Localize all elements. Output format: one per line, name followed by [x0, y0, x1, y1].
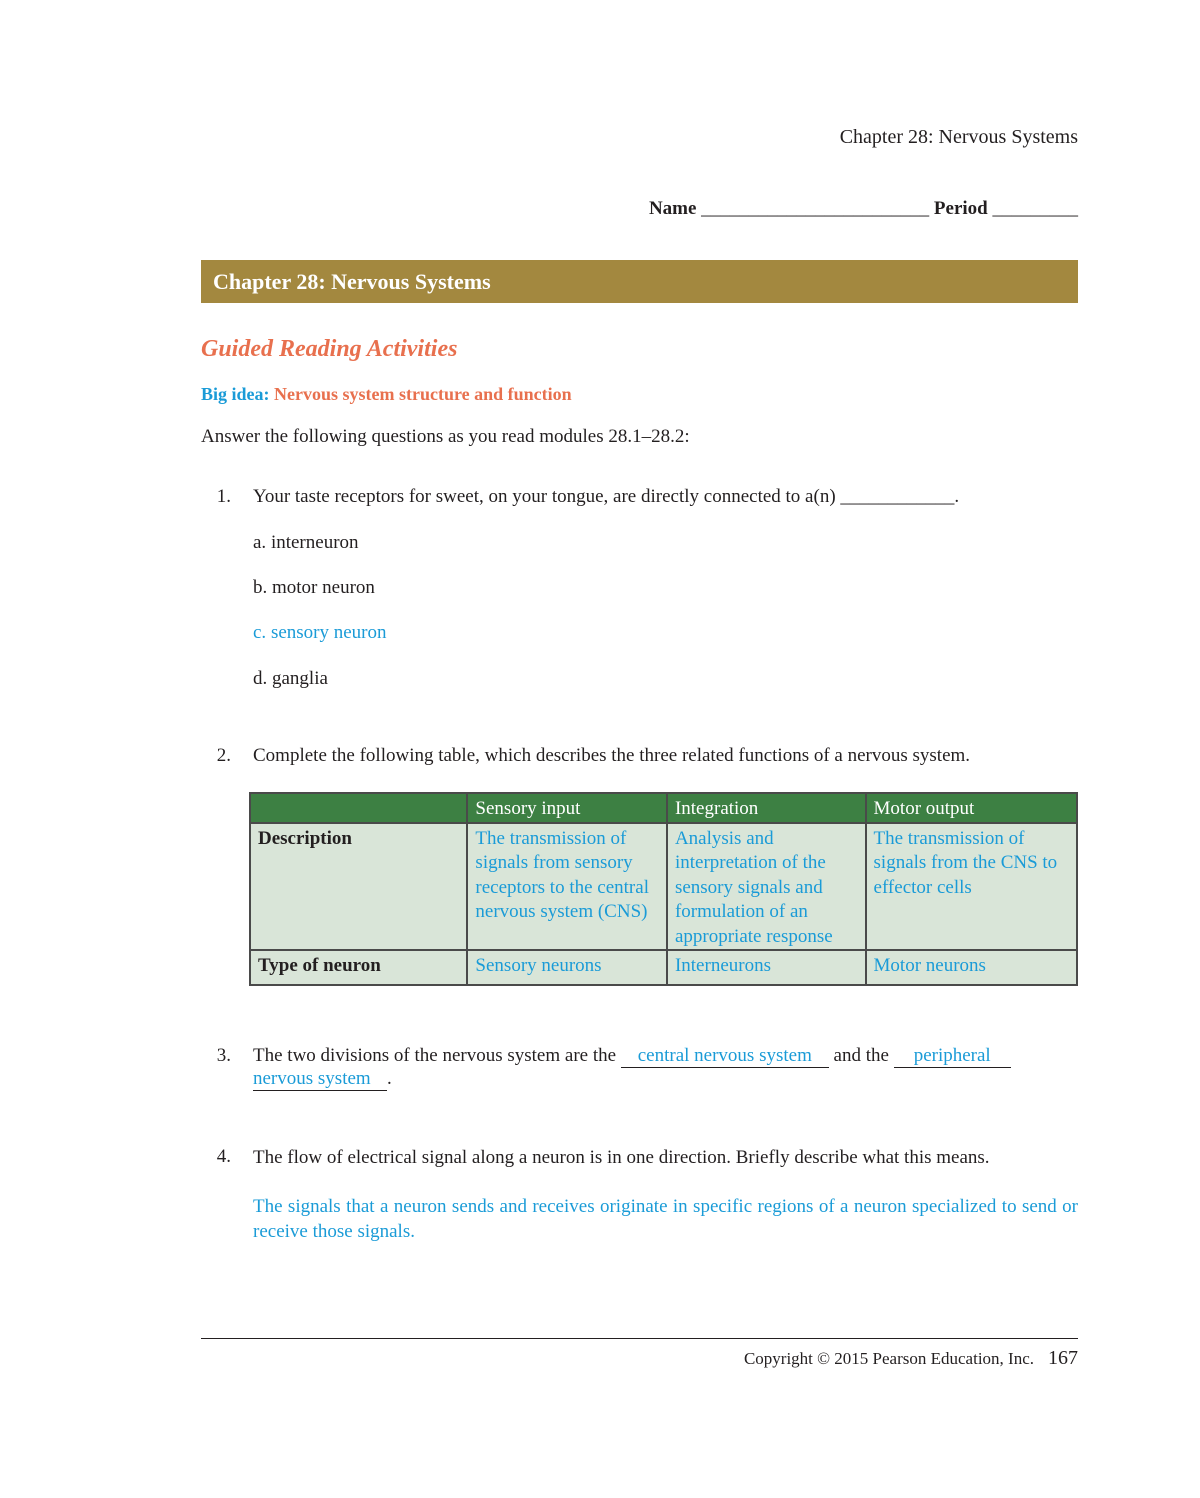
option-a[interactable] [253, 532, 359, 554]
chapter-banner [201, 260, 1078, 303]
big-idea-label: Big idea: [201, 384, 270, 404]
table-row [250, 823, 1077, 951]
option-text: motor neuron [272, 577, 375, 598]
table-row-header: Type of neuron [250, 950, 467, 985]
option-text: interneuron [270, 532, 359, 553]
period-label: Period [933, 198, 988, 219]
table-row [250, 950, 1077, 985]
functions-table [249, 792, 1078, 986]
name-blank[interactable]: ________________________ [701, 198, 930, 219]
answer-blank-2-part-1[interactable]: peripheral [894, 1045, 1011, 1068]
footer-rule [201, 1338, 1078, 1339]
question-4-answer[interactable]: The signals that a neuron sends and receives originate in specific regions of a neuron specialized to send or receive those signals. [253, 1196, 1078, 1242]
question-2-text: Complete the following table, which describes the three related functions of a nervous system. [253, 745, 971, 766]
option-letter: c. [253, 622, 267, 643]
option-text: sensory neuron [270, 622, 387, 643]
option-letter: b. [253, 577, 268, 598]
running-head: Chapter 28: Nervous Systems [839, 126, 1078, 148]
table-cell[interactable]: Interneurons [667, 950, 866, 985]
big-idea-value: Nervous system structure and function [274, 384, 572, 404]
intro-text: Answer the following questions as you read modules 28.1–28.2: [201, 426, 690, 447]
table-cell[interactable]: Sensory neurons [467, 950, 667, 985]
table-cell[interactable]: Analysis and interpretation of the sensory signals and formulation of an appropriate response [667, 823, 866, 951]
footer [744, 1347, 1078, 1370]
table-cell[interactable]: The transmission of signals from the CNS to effector cells [866, 823, 1077, 951]
table-header-row [250, 793, 1077, 823]
question-3-line-2 [253, 1068, 392, 1091]
question-3-line-1 [253, 1045, 1011, 1068]
table-row-header: Description [250, 823, 467, 951]
banner-title: Chapter 28: Nervous Systems [213, 269, 491, 294]
option-c-answer[interactable] [253, 622, 387, 644]
question-3-number: 3. [216, 1045, 231, 1066]
copyright: Copyright © 2015 Pearson Education, Inc. [743, 1349, 1034, 1368]
question-4-number: 4. [216, 1146, 231, 1167]
question-4-text: The flow of electrical signal along a neuron is in one direction. Briefly describe what this means. [253, 1147, 990, 1168]
question-3-text-middle: and the [833, 1045, 889, 1066]
table-header-cell: Motor output [866, 793, 1077, 823]
table-cell[interactable]: The transmission of signals from sensory receptors to the central nervous system (CNS) [467, 823, 667, 951]
name-label: Name [648, 198, 697, 219]
option-b[interactable] [253, 577, 375, 599]
answer-blank-1[interactable]: central nervous system [621, 1045, 829, 1068]
option-text: ganglia [272, 668, 328, 689]
option-d[interactable] [253, 668, 328, 690]
option-letter: d. [253, 668, 268, 689]
table-header-cell [250, 793, 467, 823]
option-letter: a. [253, 532, 267, 553]
question-1-text: Your taste receptors for sweet, on your tongue, are directly connected to a(n) ____________. [253, 486, 960, 507]
big-idea [201, 384, 572, 405]
page-number: 167 [1048, 1347, 1078, 1369]
section-title: Guided Reading Activities [201, 336, 458, 362]
question-2-number: 2. [216, 745, 231, 766]
table-header-cell: Sensory input [467, 793, 667, 823]
question-3-text-end: . [387, 1068, 392, 1089]
question-1-number: 1. [216, 486, 231, 507]
name-period-line [649, 198, 1078, 220]
answer-blank-2-part-2[interactable]: nervous system [253, 1068, 387, 1091]
table-header-cell: Integration [667, 793, 866, 823]
table-cell[interactable]: Motor neurons [866, 950, 1077, 985]
period-blank[interactable]: _________ [992, 198, 1078, 219]
question-3-text-before: The two divisions of the nervous system are the [253, 1045, 617, 1066]
